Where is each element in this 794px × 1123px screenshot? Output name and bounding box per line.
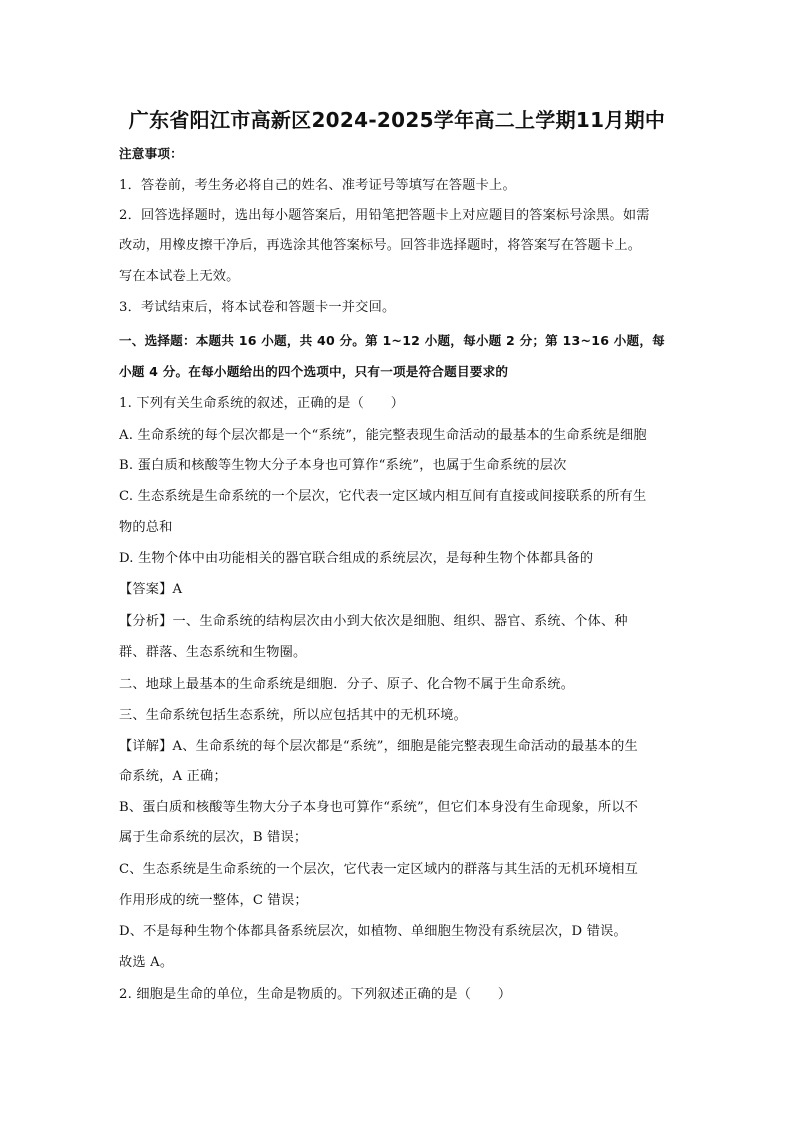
notice-line: 3．考试结束后，将本试卷和答题卡一并交回。 [119,300,396,315]
option-a: A. 生命系统的每个层次都是一个“系统”，能完整表现生命活动的最基本的生命系统是细胞 [119,428,647,443]
explanation-line: C、生态系统是生命系统的一个层次，它代表一定区域内的群落与其生活的无机环境相互 [119,862,639,877]
analysis-line: 群、群落、生态系统和生物圈。 [119,645,307,660]
explanation-line: 【详解】A、生命系统的每个层次都是“系统”，细胞是能完整表现生命活动的最基本的生 [119,739,638,754]
analysis-line: 三、生命系统包括生态系统，所以应包括其中的无机环境。 [119,708,468,723]
notice-line: 写在本试卷上无效。 [119,269,240,284]
page-title: 广东省阳江市高新区2024-2025学年高二上学期11月期中 [128,108,666,132]
answer-line: 【答案】A [119,582,183,597]
option-c-continued: 物的总和 [119,520,173,535]
notice-heading: 注意事项： [119,146,183,161]
question-stem: 2. 细胞是生命的单位，生命是物质的。下列叙述正确的是（ ） [119,987,512,1002]
explanation-line: 故选 A。 [119,955,174,970]
explanation-line: 属于生命系统的层次，B 错误； [119,830,308,845]
option-b: B. 蛋白质和核酸等生物大分子本身也可算作“系统”，也属于生命系统的层次 [119,458,567,473]
analysis-line: 二、地球上最基本的生命系统是细胞．分子、原子、化合物不属于生命系统。 [119,677,575,692]
section-heading: 一、选择题：本题共 16 小题，共 40 分。第 1~12 小题，每小题 2 分；第 13~16 小题，每 [119,333,665,348]
analysis-line: 【分析】一、生命系统的结构层次由小到大依次是细胞、组织、器官、系统、个体、种 [119,614,628,629]
explanation-line: B、蛋白质和核酸等生物大分子本身也可算作“系统”，但它们本身没有生命现象，所以不 [119,800,639,815]
section-heading: 小题 4 分。在每小题给出的四个选项中，只有一项是符合题目要求的 [119,364,509,379]
notice-line: 2．回答选择题时，选出每小题答案后，用铅笔把答题卡上对应题目的答案标号涂黑。如需 [119,208,650,223]
explanation-line: 命系统，A 正确； [119,769,227,784]
explanation-line: D、不是每种生物个体都具备系统层次，如植物、单细胞生物没有系统层次，D 错误。 [119,924,627,939]
option-c: C. 生态系统是生命系统的一个层次，它代表一定区域内相互间有直接或间接联系的所有生 [119,489,647,504]
notice-line: 1．答卷前，考生务必将自己的姓名、准考证号等填写在答题卡上。 [119,178,516,193]
notice-line: 改动，用橡皮擦干净后，再选涂其他答案标号。回答非选择题时，将答案写在答题卡上。 [119,238,642,253]
question-stem: 1. 下列有关生命系统的叙述，正确的是（ ） [119,396,405,411]
explanation-line: 作用形成的统一整体，C 错误； [119,893,308,908]
option-d: D. 生物个体中由功能相关的器官联合组成的系统层次，是每种生物个体都具备的 [119,551,594,566]
